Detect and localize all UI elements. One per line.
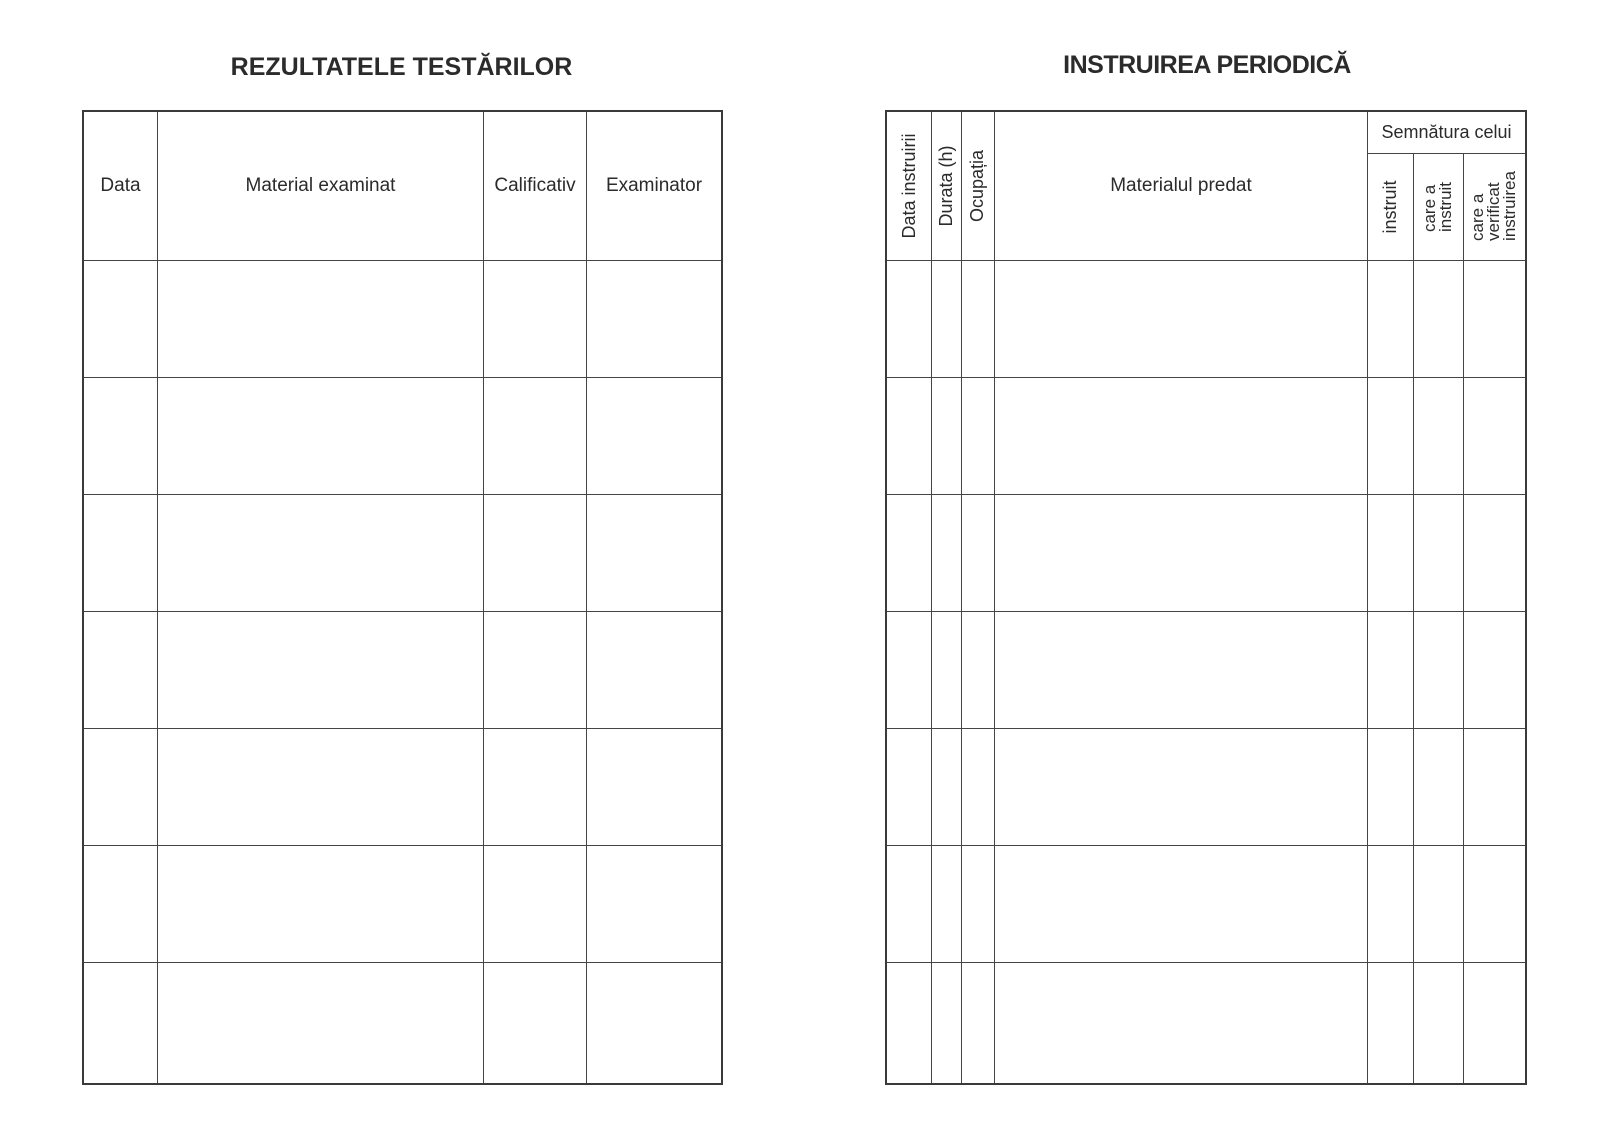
table-row[interactable] <box>887 612 1525 728</box>
table-row[interactable] <box>84 846 721 962</box>
right-form-title: INSTRUIREA PERIODICĂ <box>1063 51 1351 79</box>
header-sig-instruit: instruit <box>1380 180 1400 234</box>
periodic-training-table <box>885 110 1527 1085</box>
test-results-table <box>82 110 723 1085</box>
table-row[interactable] <box>84 963 721 1083</box>
header-line: instruit <box>1436 181 1455 233</box>
table-row[interactable] <box>887 495 1525 611</box>
header-semnatura-celui: Semnătura celui <box>1381 122 1512 142</box>
header-line: care a <box>1467 193 1487 241</box>
table-row[interactable] <box>887 378 1525 494</box>
header-line: verificat <box>1483 182 1503 241</box>
header-data-instruirii: Data instruirii <box>899 133 919 239</box>
table-row[interactable] <box>887 963 1525 1083</box>
signature-group-divider <box>1367 153 1525 154</box>
header-line: care a <box>1419 184 1439 233</box>
header-data: Data <box>100 175 141 196</box>
table-row[interactable] <box>84 495 721 611</box>
header-durata: Durata (h) <box>936 145 956 227</box>
header-materialul-predat: Materialul predat <box>1110 175 1252 196</box>
header-calificativ: Calificativ <box>494 175 576 196</box>
header-examinator: Examinator <box>605 175 703 196</box>
header-line: instruirea <box>1500 171 1520 241</box>
table-row[interactable] <box>887 261 1525 377</box>
header-ocupatia: Ocupația <box>967 149 987 223</box>
table-row[interactable] <box>84 612 721 728</box>
table-row[interactable] <box>84 729 721 845</box>
table-row[interactable] <box>887 729 1525 845</box>
header-material-examinat: Material examinat <box>245 175 396 196</box>
table-row[interactable] <box>84 378 721 494</box>
header-sig-care-a-instruit <box>1419 181 1455 233</box>
table-row[interactable] <box>887 846 1525 962</box>
table-row[interactable] <box>84 261 721 377</box>
header-sig-care-a-verificat <box>1467 171 1520 241</box>
left-form-title: REZULTATELE TESTĂRILOR <box>230 53 573 81</box>
